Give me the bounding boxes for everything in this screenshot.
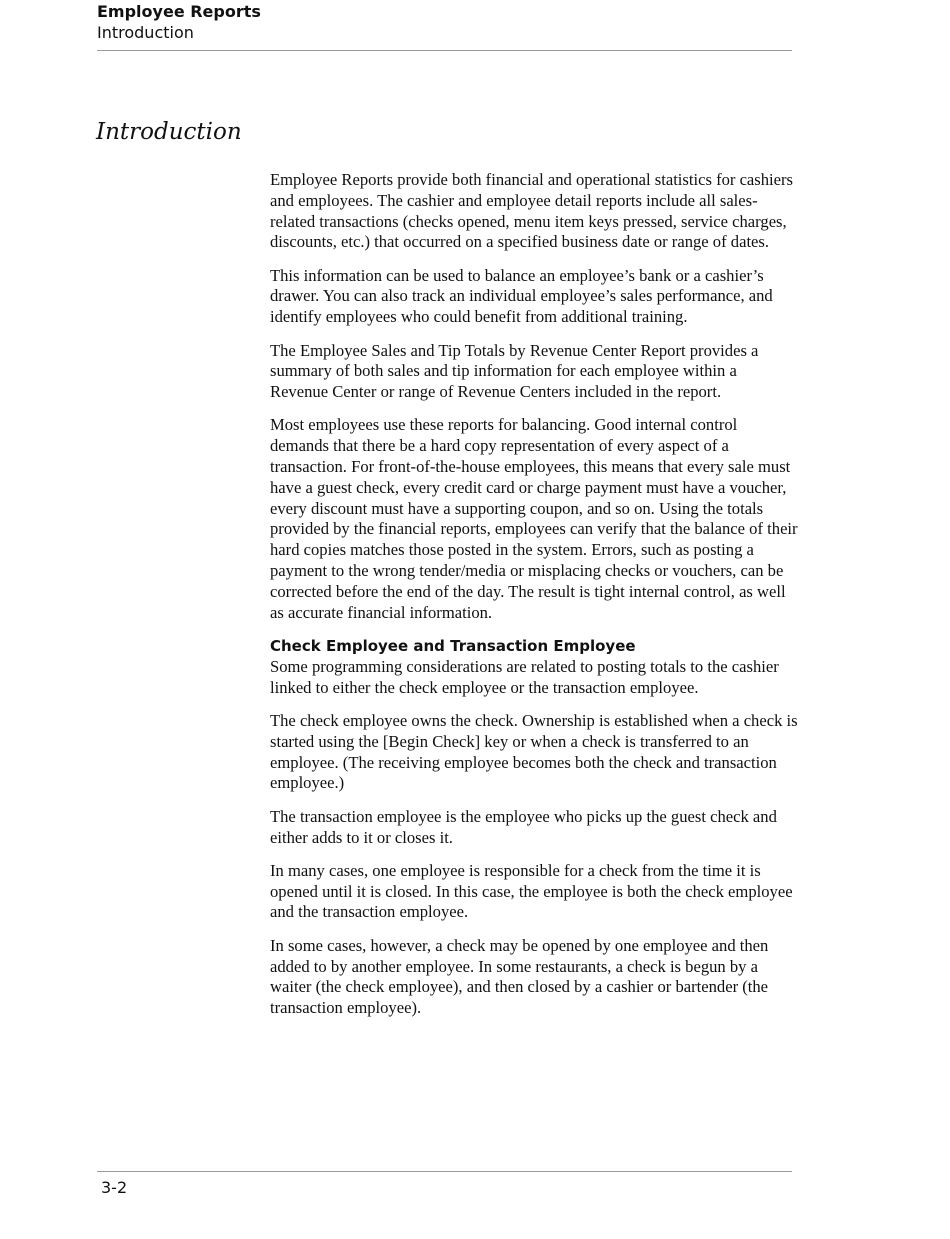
running-head (97, 1, 791, 43)
subsection-paragraph: Some programming considerations are related to posting totals to the cashier linked to either the check employee or the transaction employee. (270, 656, 779, 697)
body-text (270, 170, 798, 1031)
page-title: Introduction (96, 119, 242, 145)
body-paragraph: Most employees use these reports for balancing. Good internal control demands that there be a hard copy representation of every aspect of a transaction. For front-of-the-house employees, this means that every sale must have a guest check, every credit card or charge payment must have a voucher, every discount must have a supporting coupon, and so on. Using the totals provided by the financial reports, employees can verify that the balance of their hard copies matches those posted in the system. Errors, such as posting a payment to the wrong tender/media or misplacing checks or vouchers, can be corrected before the end of the day. The result is tight internal control, as well as accurate financial information. (270, 415, 798, 622)
header-divider (97, 50, 792, 51)
subsection-paragraph: In many cases, one employee is responsible for a check from the time it is opened until it is closed. In this case, the employee is both the check employee and the transaction employee. (270, 860, 793, 922)
running-head-chapter: Employee Reports (97, 2, 261, 21)
body-paragraph: The Employee Sales and Tip Totals by Revenue Center Report provides a summary of both sales and tip information for each employee within a Revenue Center or range of Revenue Centers included in the report. (270, 340, 759, 402)
subsection-paragraph: The transaction employee is the employee who picks up the guest check and either adds to it or closes it. (270, 806, 777, 847)
page-number: 3-2 (101, 1178, 128, 1197)
running-head-section: Introduction (97, 23, 194, 42)
footer-divider (97, 1171, 792, 1172)
subsection-paragraph: The check employee owns the check. Ownership is established when a check is started using the [Begin Check] key or when a check is transferred to an employee. (The receiving employee becomes both the check and transaction employee.) (270, 711, 798, 793)
body-paragraph: Employee Reports provide both financial and operational statistics for cashiers and employees. The cashier and employee detail reports include all sales-related transactions (checks opened, menu item keys pressed, service charges, discounts, etc.) that occurred on a specified business date or range of dates. (270, 170, 794, 252)
subsection-paragraph: In some cases, however, a check may be opened by one employee and then added to by another employee. In some restaurants, a check is begun by a waiter (the check employee), and then closed by a cashier or bartender (the transaction employee). (270, 935, 769, 1018)
subsection-heading: Check Employee and Transaction Employee (270, 636, 636, 655)
body-paragraph: This information can be used to balance an employee’s bank or a cashier’s drawer. You can also track an individual employee’s sales performance, and identify employees who could benefit from additional training. (270, 265, 773, 327)
